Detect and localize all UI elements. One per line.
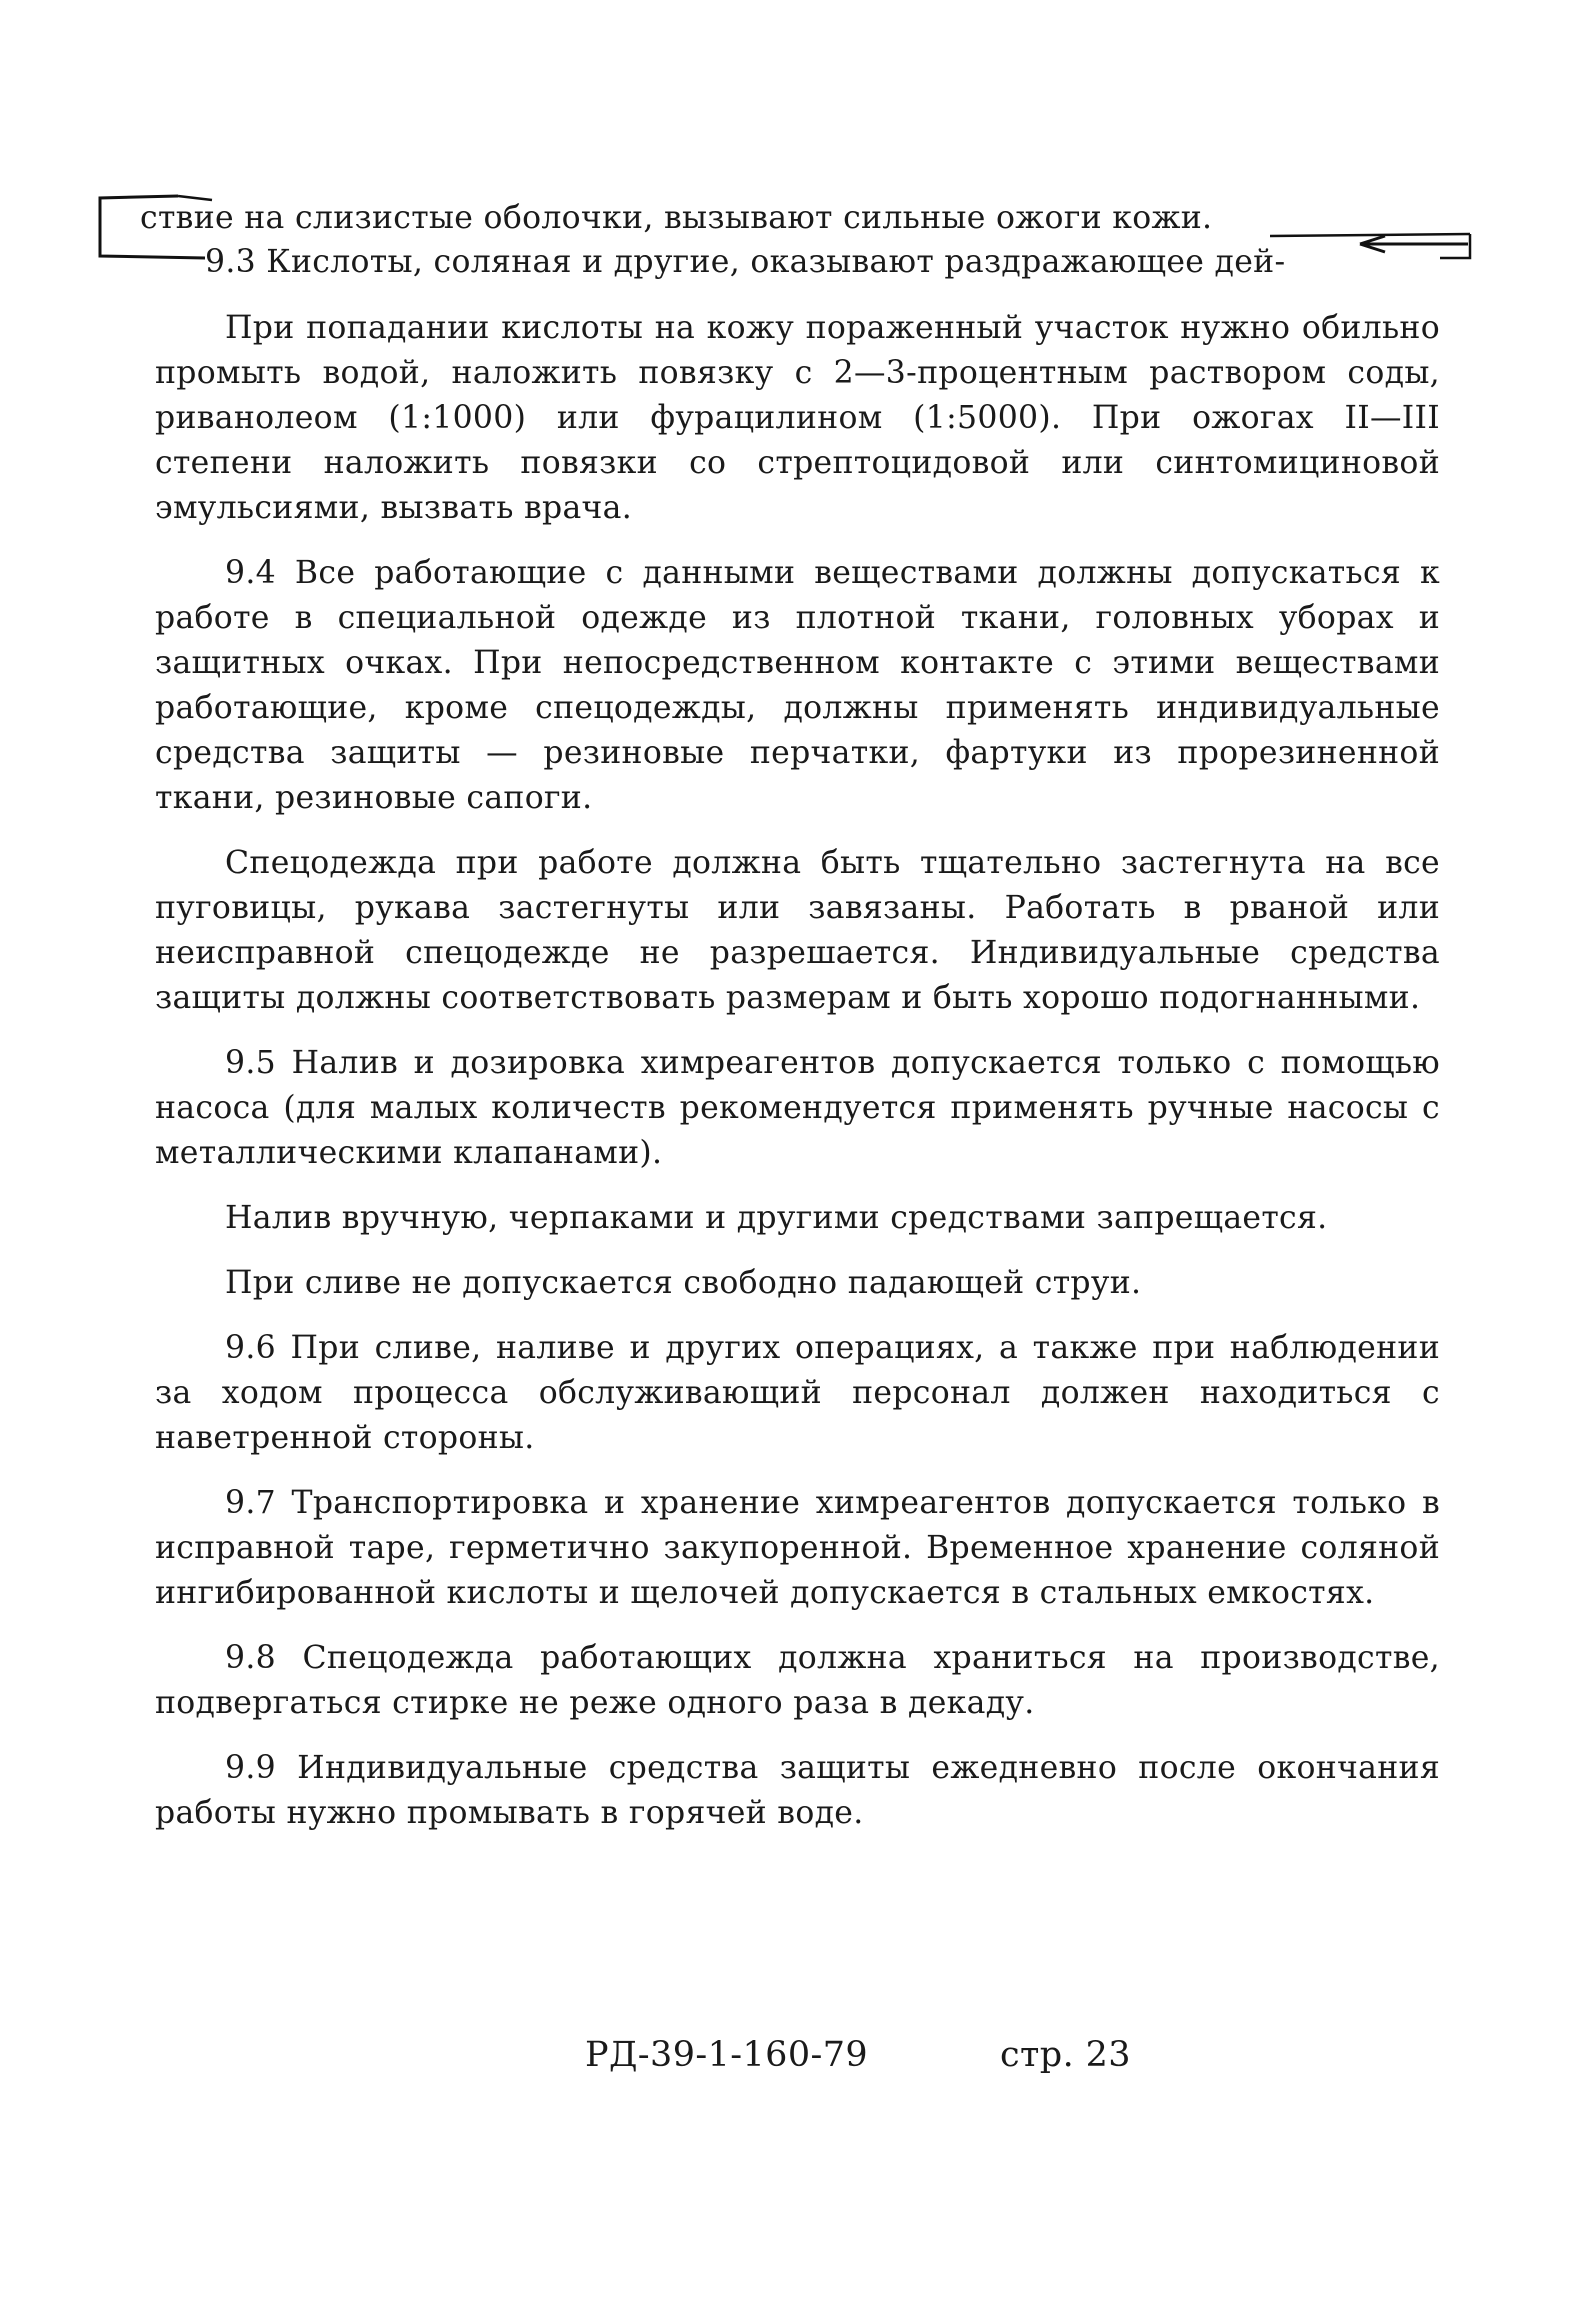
paragraph-draining: При сливе не допускается свободно падающей струи.: [225, 1265, 1142, 1301]
paragraph-first-aid: При попадании кислоты на кожу пораженный участок нужно обильно промыть водой, наложить повязку с 2—3-процентным раствором соды, риванолеом (1:1000) или фурацилином (1:5000). При ожогах II—III степени наложить повязки со стрептоцидовой или синтомициновой эмульсиями, вызвать врача.: [155, 310, 1440, 526]
body-text: [155, 306, 1440, 1836]
swapped-line-1: ствие на слизистые оболочки, вызывают сильные ожоги кожи.: [140, 200, 1213, 236]
swapped-line-2: 9.3 Кислоты, соляная и другие, оказывают раздражающее дей-: [205, 244, 1286, 280]
page-number: стр. 23: [1000, 2035, 1131, 2075]
paragraph-9-4: 9.4 Все работающие с данными веществами должны допускаться к работе в специальной одежде из плотной ткани, головных уборах и защитных очках. При непосредственном контакте с этими веществами работающие, кроме спецодежды, должны применять индивидуальные средства защиты — резиновые перчатки, фартуки из прорезиненной ткани, резиновые сапоги.: [155, 555, 1440, 816]
document-code: РД-39-1-160-79: [585, 2035, 869, 2075]
paragraph-manual-filling: Налив вручную, черпаками и другими средствами запрещается.: [225, 1200, 1328, 1236]
paragraph-workwear: Спецодежда при работе должна быть тщательно застегнута на все пуговицы, рукава застегнуты или завязаны. Работать в рваной или неисправной спецодежде не разрешается. Индивидуальные средства защиты должны соответствовать размерам и быть хорошо подогнанными.: [155, 845, 1440, 1016]
paragraph-9-6: 9.6 При сливе, наливе и других операциях, а также при наблюдении за ходом процесса обслуживающий персонал должен находиться с наветренной стороны.: [155, 1330, 1440, 1456]
paragraph-9-5: 9.5 Налив и дозировка химреагентов допускается только с помощью насоса (для малых количеств рекомендуется применять ручные насосы с металлическими клапанами).: [155, 1045, 1440, 1171]
paragraph-9-8: 9.8 Спецодежда работающих должна храниться на производстве, подвергаться стирке не реже одного раза в декаду.: [155, 1640, 1440, 1721]
paragraph-9-7: 9.7 Транспортировка и хранение химреагентов допускается только в исправной таре, герметично закупоренной. Временное хранение соляной ингибированной кислоты и щелочей допускается в стальных емкостях.: [155, 1485, 1440, 1611]
paragraph-9-9: 9.9 Индивидуальные средства защиты ежедневно после окончания работы нужно промывать в горячей воде.: [155, 1750, 1440, 1831]
